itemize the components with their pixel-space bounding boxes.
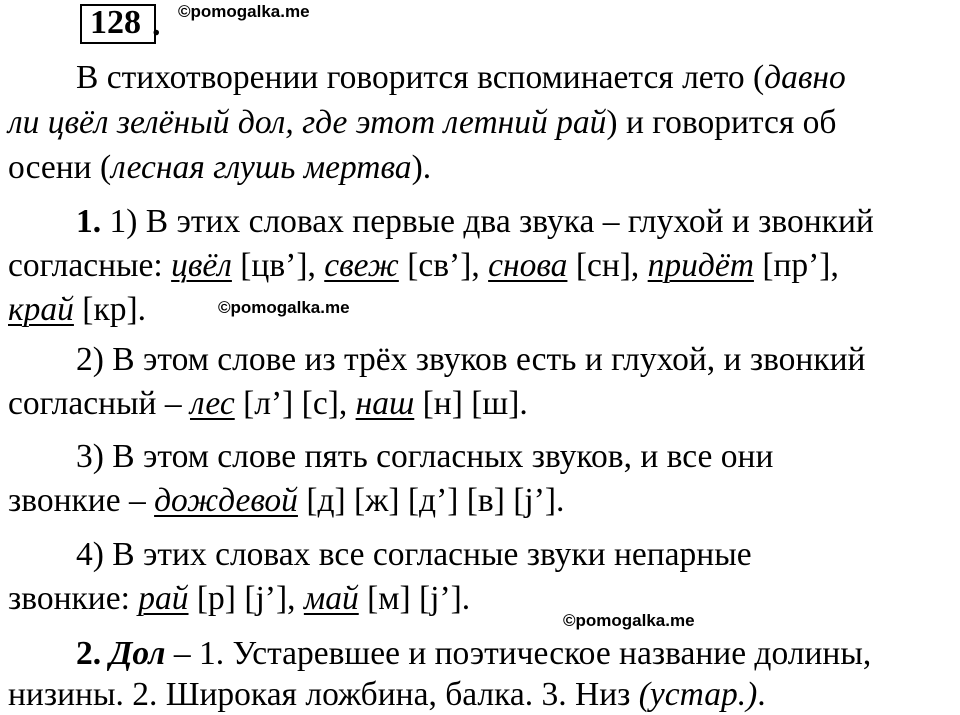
intro-line-3: осени (лесная глушь мертва). [8,149,432,186]
task1-p2-line-2: согласный – лес [л’] [с], наш [н] [ш]. [8,385,528,422]
task1-p4-line-2: звонкие: рай [р] [j’], май [м] [j’]. [8,580,471,617]
task2-word: Дол [109,635,166,672]
task1-p4-line-1: 4) В этих словах все согласные звуки непарные [76,536,752,573]
example-word: май [303,580,359,617]
watermark: ©pomogalka.me [218,298,350,317]
task1-p1-line-3: край [кр]. [8,291,147,328]
watermark: ©pomogalka.me [178,2,310,21]
intro-line-2: ли цвёл зелёный дол, где этот летний рай) и говорится об [8,104,837,141]
example-word: рай [138,580,189,617]
example-word: придёт [647,247,754,284]
task1-number: 1. [76,203,102,240]
exercise-number: 128 [80,4,156,44]
example-word: лес [189,385,235,422]
task2-line-1: 2. Дол – 1. Устаревшее и поэтическое название долины, [76,635,872,672]
task2-line-2: низины. 2. Широкая ложбина, балка. 3. Низ (устар.). [8,676,766,713]
example-word: край [8,291,74,328]
task1-p3-line-2: звонкие – дождевой [д] [ж] [д’] [в] [j’]. [8,482,565,519]
example-word: дождевой [154,482,298,519]
task1-p1-line-2: согласные: цвёл [цв’], свеж [св’], снова [сн], придёт [пр’], [8,247,839,284]
example-word: наш [355,385,415,422]
example-word: снова [488,247,568,284]
exercise-number-dot: . [152,6,161,43]
task1-p2-line-1: 2) В этом слове из трёх звуков есть и глухой, и звонкий [76,341,866,378]
watermark: ©pomogalka.me [563,611,695,630]
task2-number: 2. [76,635,102,672]
task1-p3-line-1: 3) В этом слове пять согласных звуков, и все они [76,438,774,475]
task1-p1-line-1: 1. 1) В этих словах первые два звука – глухой и звонкий [76,203,874,240]
example-word: свеж [324,247,399,284]
example-word: цвёл [171,247,232,284]
intro-line-1: В стихотворении говорится вспоминается лето (давно [76,59,846,96]
